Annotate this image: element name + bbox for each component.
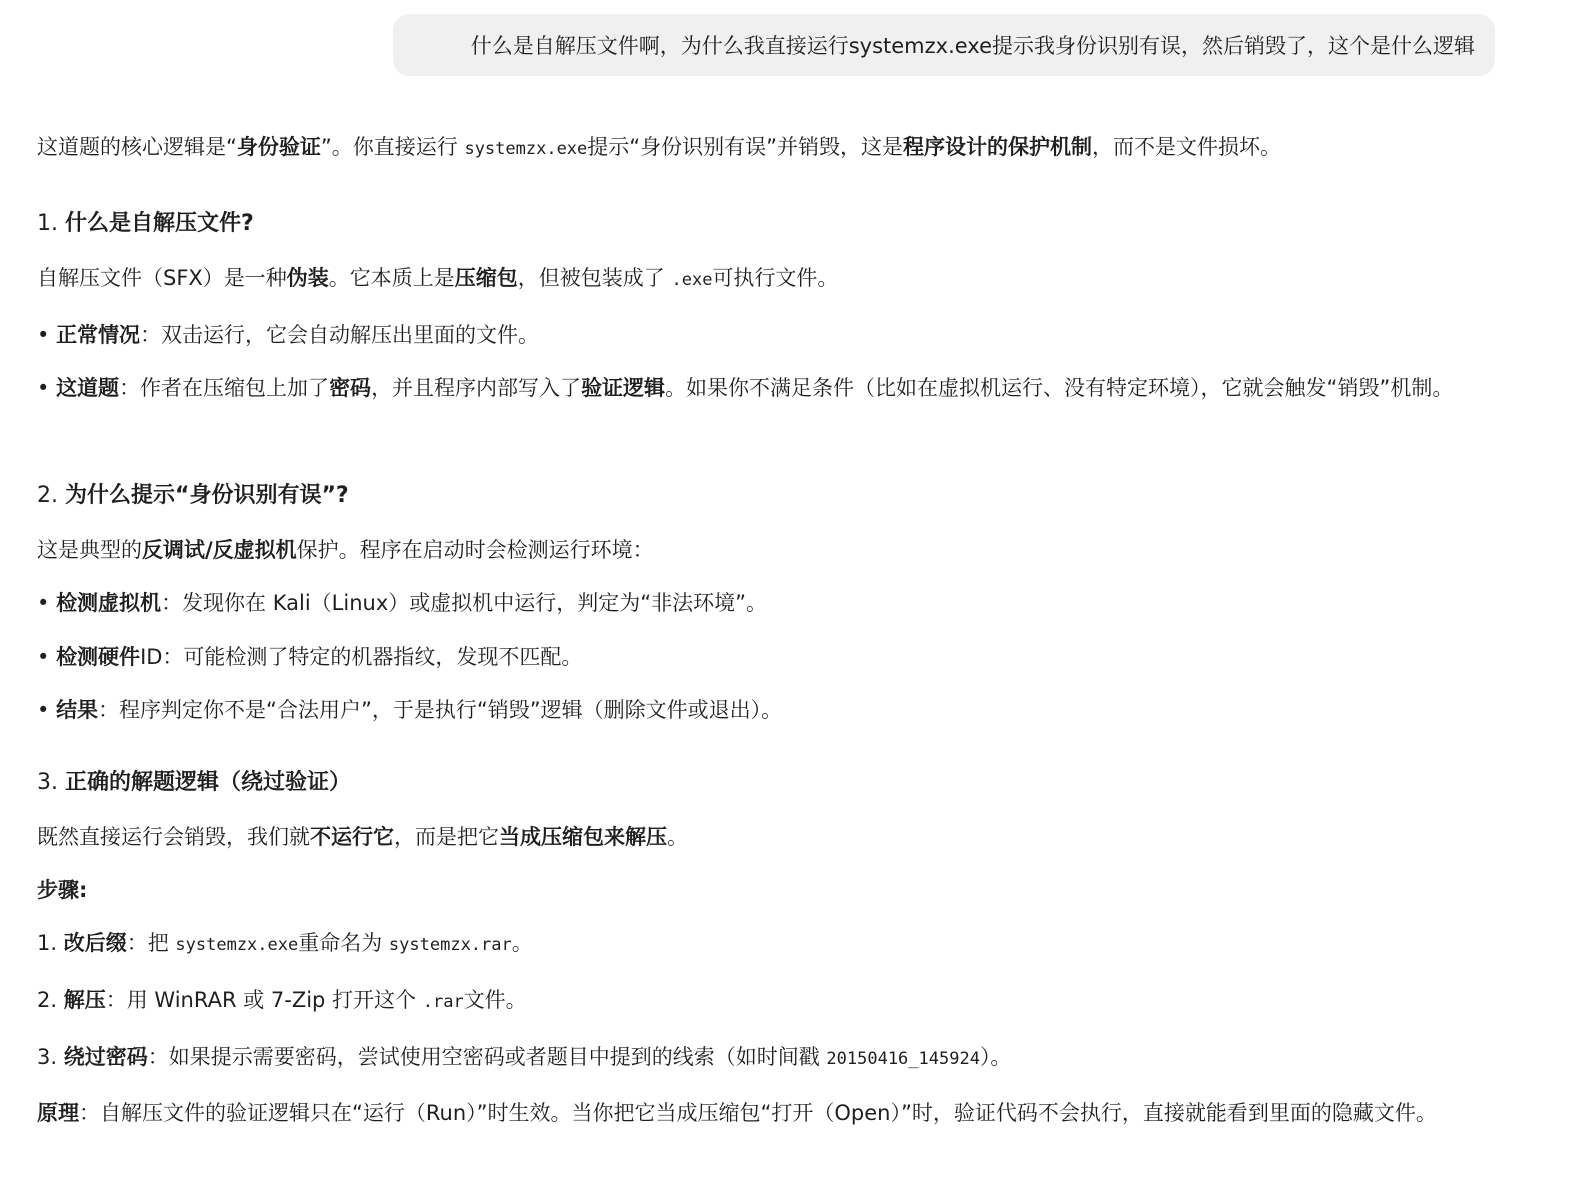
section-2-paragraph: 这是典型的反调试/反虚拟机保护。程序在启动时会检测运行环境： bbox=[37, 538, 654, 562]
section-1-bullet-normal: • 正常情况：双击运行，它会自动解压出里面的文件。 bbox=[37, 323, 540, 347]
step-1: 1. 改后缀：把 systemzx.exe重命名为 systemzx.rar。 bbox=[37, 931, 533, 955]
section-3-paragraph: 既然直接运行会销毁，我们就不运行它，而是把它当成压缩包来解压。 bbox=[37, 825, 688, 849]
bullet-dot: • bbox=[37, 698, 57, 722]
intro-bold-identity: 身份验证 bbox=[236, 135, 321, 159]
section-2-heading: 2. 为什么提示“身份识别有误”? bbox=[37, 483, 349, 508]
section-1-heading: 1. 什么是自解压文件? bbox=[37, 211, 254, 236]
step-3: 3. 绕过密码：如果提示需要密码，尝试使用空密码或者题目中提到的线索（如时间戳 20150416_145924）。 bbox=[37, 1045, 1012, 1069]
section-2-bullet-vm: • 检测虚拟机：发现你在 Kali（Linux）或虚拟机中运行，判定为“非法环境”。 bbox=[37, 591, 768, 615]
inline-code: 20150416_145924 bbox=[826, 1049, 980, 1069]
bullet-dot: • bbox=[37, 591, 57, 615]
user-message-bubble bbox=[393, 14, 1495, 76]
section-1-paragraph: 自解压文件（SFX）是一种伪装。它本质上是压缩包，但被包装成了 .exe可执行文件。 bbox=[37, 266, 839, 290]
steps-label: 步骤: bbox=[37, 878, 88, 902]
intro-paragraph: 这道题的核心逻辑是“身份验证”。你直接运行 systemzx.exe提示“身份识别有误”并销毁，这是程序设计的保护机制，而不是文件损坏。 bbox=[37, 135, 1282, 159]
inline-code: systemzx.exe bbox=[175, 935, 299, 955]
inline-code: systemzx.exe bbox=[464, 139, 588, 159]
inline-code: .rar bbox=[422, 992, 464, 1012]
bullet-dot: • bbox=[37, 645, 57, 669]
intro-bold-protection: 程序设计的保护机制 bbox=[903, 135, 1093, 159]
inline-code: systemzx.rar bbox=[388, 935, 512, 955]
user-message-text: 什么是自解压文件啊，为什么我直接运行systemzx.exe提示我身份识别有误，然后销毁了，这个是什么逻辑 bbox=[470, 34, 1475, 58]
section-2-bullet-result: • 结果：程序判定你不是“合法用户”，于是执行“销毁”逻辑（删除文件或退出）。 bbox=[37, 698, 783, 722]
bullet-dot: • bbox=[37, 376, 57, 400]
step-2: 2. 解压：用 WinRAR 或 7-Zip 打开这个 .rar文件。 bbox=[37, 988, 527, 1012]
inline-code: .exe bbox=[671, 270, 713, 290]
section-3-heading: 3. 正确的解题逻辑（绕过验证） bbox=[37, 770, 351, 795]
section-2-bullet-hardware: • 检测硬件ID：可能检测了特定的机器指纹，发现不匹配。 bbox=[37, 645, 583, 669]
section-1-bullet-this-challenge: • 这道题：作者在压缩包上加了密码，并且程序内部写入了验证逻辑。如果你不满足条件（比如在虚拟机运行、没有特定环境），它就会触发“销毁”机制。 bbox=[37, 376, 1454, 400]
principle-paragraph: 原理：自解压文件的验证逻辑只在“运行（Run）”时生效。当你把它当成压缩包“打开（Open）”时，验证代码不会执行，直接就能看到里面的隐藏文件。 bbox=[37, 1101, 1437, 1125]
bullet-dot: • bbox=[37, 323, 57, 347]
